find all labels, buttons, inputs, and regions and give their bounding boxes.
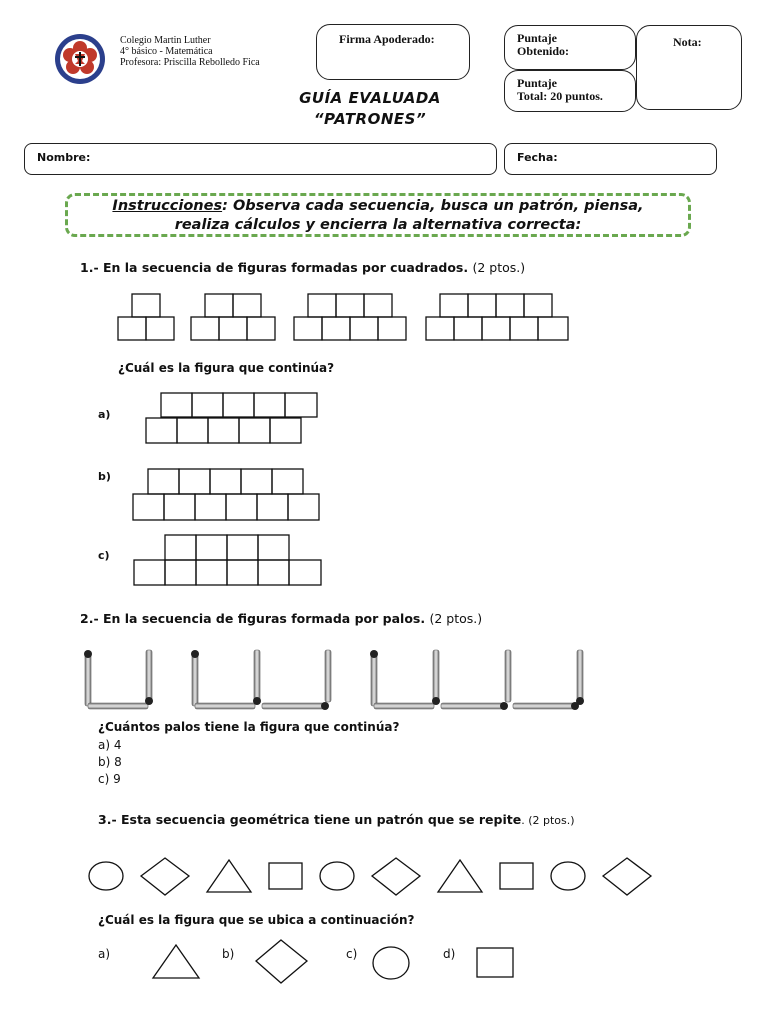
q3-option-a[interactable]: a) — [98, 947, 111, 961]
q1-option-b-label[interactable]: b) — [98, 470, 111, 483]
q2-option-a[interactable]: a) 4 — [98, 738, 122, 752]
diamond-icon — [372, 858, 420, 895]
q1-option-a-label[interactable]: a) — [98, 408, 111, 421]
question-2-subquestion: ¿Cuántos palos tiene la figura que continúa? — [98, 720, 400, 734]
grade-subject: 4° básico - Matemática — [120, 46, 213, 57]
teacher-name: Profesora: Priscilla Rebolledo Fica — [120, 57, 260, 68]
circle-icon — [320, 862, 354, 890]
square-icon — [500, 863, 533, 889]
circle-icon — [373, 947, 409, 979]
diamond-icon — [141, 858, 189, 895]
score-total-label-1: Puntaje — [517, 76, 557, 90]
school-name: Colegio Martin Luther — [120, 35, 211, 46]
triangle-icon — [153, 945, 199, 978]
score-obtained-label-2: Obtenido: — [517, 44, 570, 58]
grade-label: Nota: — [673, 35, 702, 49]
triangle-icon — [207, 860, 251, 892]
question-1-subquestion: ¿Cuál es la figura que continúa? — [118, 361, 335, 375]
question-3-text: 3.- Esta secuencia geométrica tiene un patrón que se repite — [98, 812, 522, 827]
q3-option-c[interactable]: c) — [346, 947, 358, 961]
q1-option-c-label[interactable]: c) — [98, 549, 110, 562]
name-label: Nombre: — [37, 151, 91, 164]
q3-option-b[interactable]: b) — [222, 947, 235, 961]
square-icon — [477, 948, 513, 977]
instructions-label: Instrucciones — [112, 198, 223, 214]
q2-option-c[interactable]: c) 9 — [98, 772, 121, 786]
question-2-text: 2.- En la secuencia de figuras formada por palos. — [80, 611, 426, 626]
score-obtained-label-1: Puntaje — [517, 31, 557, 45]
circle-icon — [551, 862, 585, 890]
circle-icon — [89, 862, 123, 890]
question-1-points: (2 ptos.) — [472, 260, 526, 275]
page-title: GUÍA EVALUADA — [299, 89, 441, 107]
q2-option-b[interactable]: b) 8 — [98, 755, 122, 769]
square-icon — [269, 863, 302, 889]
diamond-icon — [256, 940, 307, 983]
signature-label: Firma Apoderado: — [339, 32, 435, 46]
question-3-points: . (2 ptos.) — [521, 814, 575, 827]
instructions-line1: : Observa cada secuencia, busca un patrón, piensa, — [222, 198, 644, 214]
question-3-subquestion: ¿Cuál es la figura que se ubica a continuación? — [98, 913, 415, 927]
question-1-text: 1.- En la secuencia de figuras formadas por cuadrados. — [80, 260, 469, 275]
q3-option-d[interactable]: d) — [443, 947, 456, 961]
page-subtitle: “PATRONES” — [313, 110, 427, 128]
triangle-icon — [438, 860, 482, 892]
date-label: Fecha: — [517, 151, 558, 164]
instructions-line2: realiza cálculos y encierra la alternativa correcta: — [174, 217, 582, 233]
diamond-icon — [603, 858, 651, 895]
score-total-label-2: Total: 20 puntos. — [517, 89, 603, 103]
question-2-points: (2 ptos.) — [429, 611, 483, 626]
